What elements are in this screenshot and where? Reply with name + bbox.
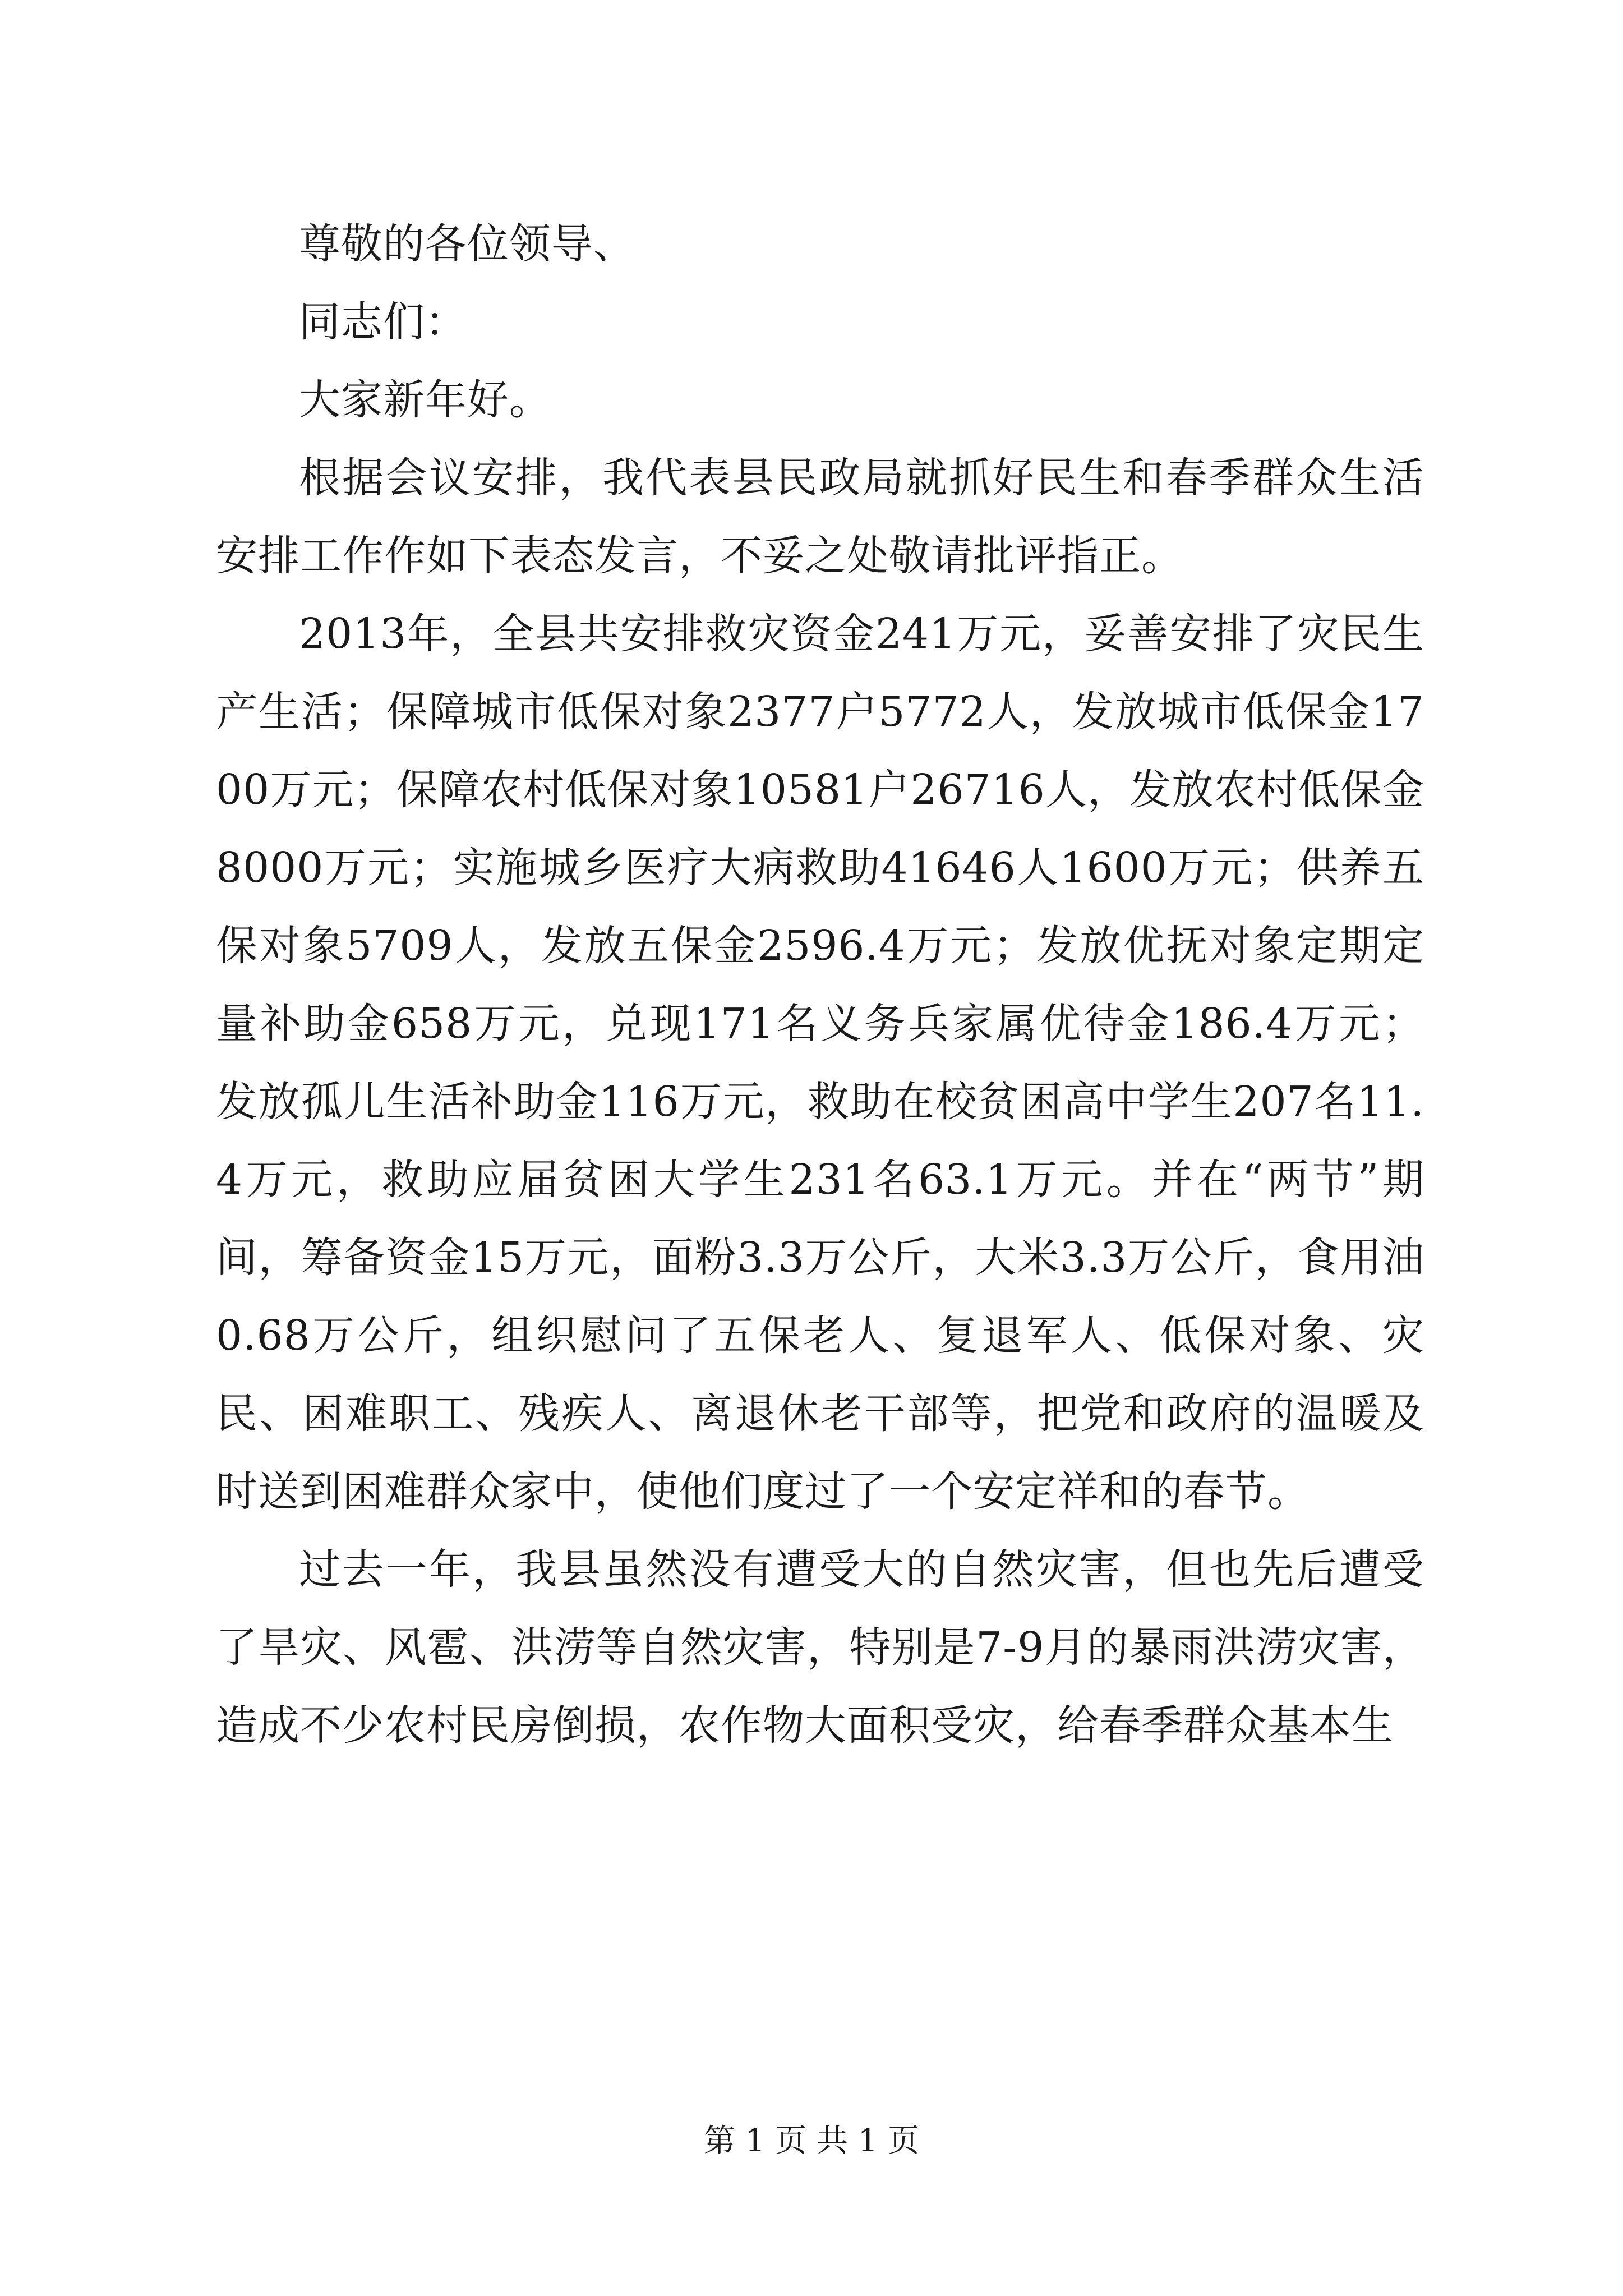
document-body: [216, 205, 1424, 1765]
salutation-line: 尊敬的各位领导、: [299, 220, 635, 268]
page-number-footer: 第 1 页 共 1 页: [703, 2123, 920, 2159]
intro-paragraph: 根据会议安排，我代表县民政局就抓好民生和春季群众生活安排工作作如下表态发言，不妥之处敬请批评指正。: [216, 454, 1424, 580]
greeting-line: 大家新年好。: [299, 376, 551, 424]
salutation-line: 同志们：: [299, 298, 467, 346]
disasters-paragraph: 过去一年，我县虽然没有遭受大的自然灾害，但也先后遭受了旱灾、风雹、洪涝等自然灾害，特别是7-9月的暴雨洪涝灾害，造成不少农村民房倒损，农作物大面积受灾，给春季群众基本生: [216, 1545, 1424, 1750]
achievements-paragraph: 2013年，全县共安排救灾资金241万元，妥善安排了灾民生产生活；保障城市低保对象2377户5772人，发放城市低保金1700万元；保障农村低保对象10581户26716人，发放农村低保金8000万元；实施城乡医疗大病救助41646人1600万元；供养五保对象5709人，发放五保金2596.4万元；发放优抚对象定期定量补助金658万元，兑现171名义务兵家属优待金186.4万元；发放孤儿生活补助金116万元，救助在校贫困高中学生207名11.4万元，救助应届贫困大学生231名63.1万元。并在“两节”期间，筹备资金15万元，面粉3.3万公斤，大米3.3万公斤，食用油0.68万公斤，组织慰问了五保老人、复退军人、低保对象、灾民、困难职工、残疾人、离退休老干部等，把党和政府的温暖及时送到困难群众家中，使他们度过了一个安定祥和的春节。: [216, 610, 1424, 1516]
